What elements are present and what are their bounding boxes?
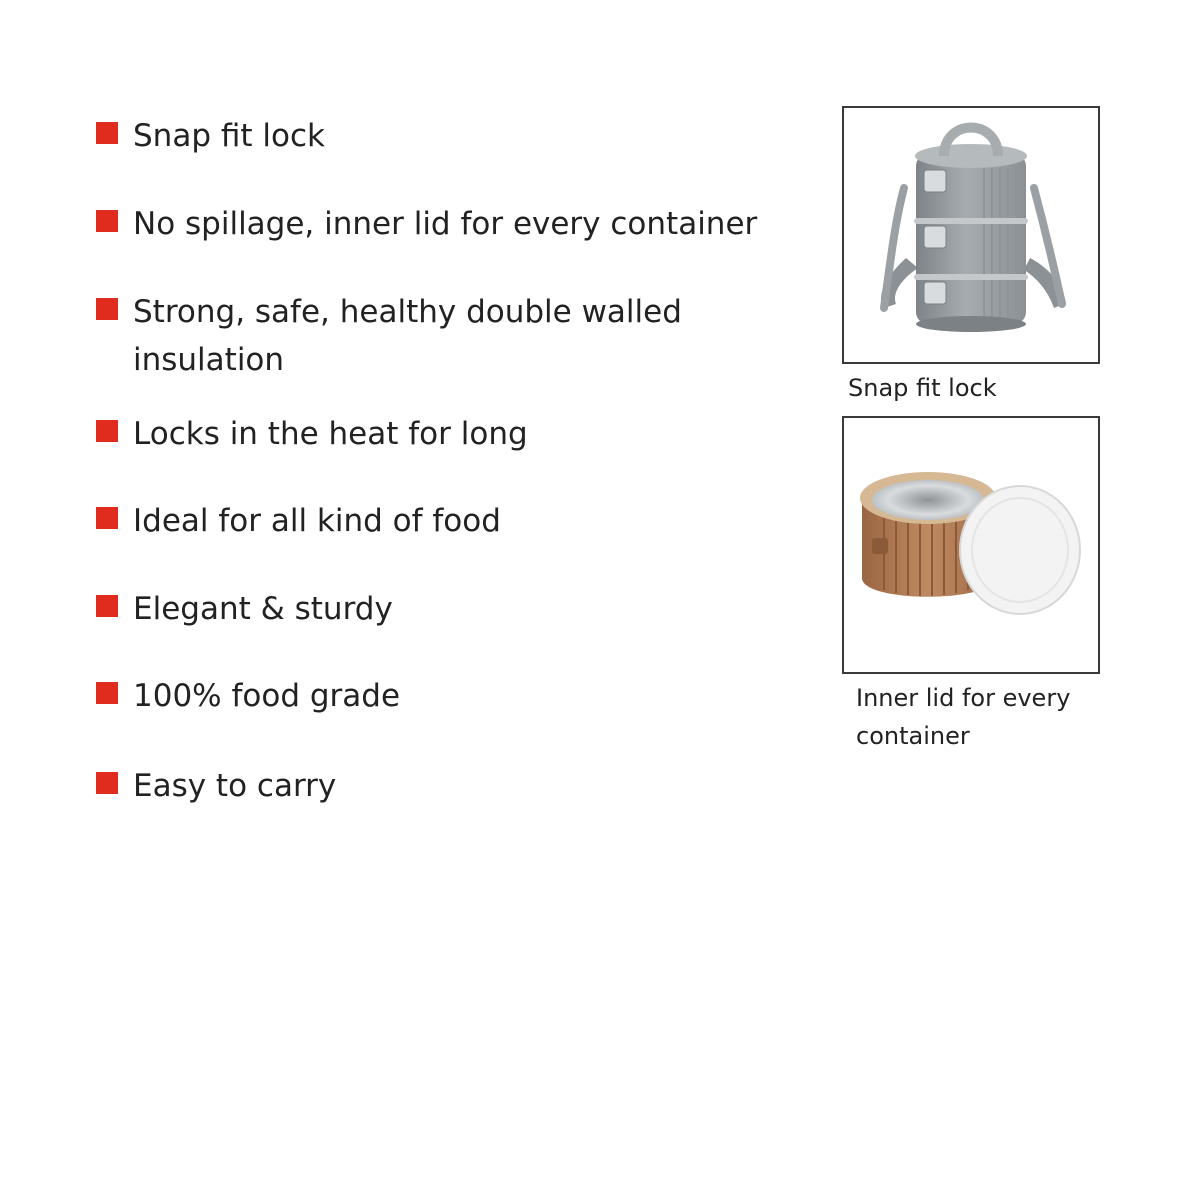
bullet-square-icon [96,595,118,617]
feature-text: Locks in the heat for long [133,416,528,452]
bullet-square-icon [96,210,118,232]
feature-text: Elegant & sturdy [133,591,393,627]
feature-text: No spillage, inner lid for every container [133,206,758,242]
feature-text: 100% food grade [133,678,401,714]
container-with-lid-icon [844,418,1098,672]
feature-text: Snap fit lock [133,118,325,154]
bullet-square-icon [96,420,118,442]
photo-caption: Snap fit lock [848,374,997,402]
stacked-tiffin-with-strap-icon [844,108,1098,362]
bullet-square-icon [96,298,118,320]
bullet-square-icon [96,682,118,704]
bullet-square-icon [96,122,118,144]
photo-frame-container [842,416,1100,674]
feature-text: Strong, safe, healthy double walled insulation [133,294,682,378]
bullet-square-icon [96,507,118,529]
photo-caption: Inner lid for every container [856,684,1071,750]
photo-frame-tiffin [842,106,1100,364]
feature-text: Easy to carry [133,768,337,804]
feature-text: Ideal for all kind of food [133,503,501,539]
bullet-square-icon [96,772,118,794]
